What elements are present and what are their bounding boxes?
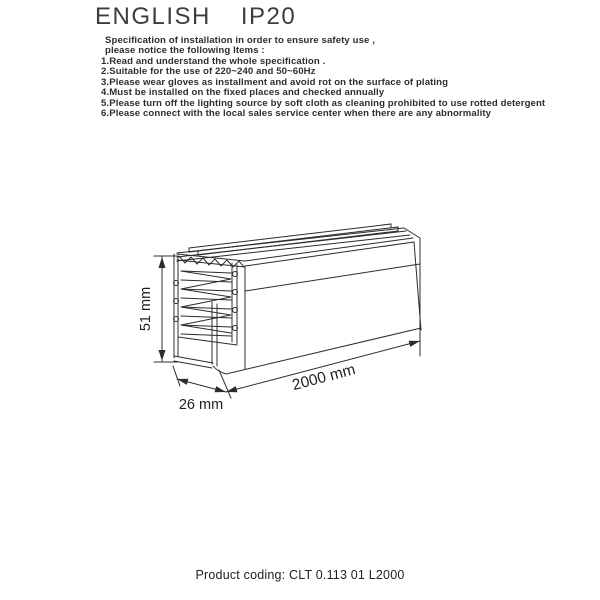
language-title: ENGLISH [95, 3, 211, 30]
dimension-height-label: 51 mm [138, 286, 154, 332]
spec-item: 5.Please turn off the lighting source by soft cloth as cleaning prohibited to use rotted detergent [101, 97, 546, 109]
rail-front-face [213, 238, 421, 374]
dimension-length-label: 2000 mm [290, 361, 358, 395]
spec-item: 2.Suitable for the use of 220~240 and 50~60Hz [101, 66, 316, 78]
product-coding: Product coding: CLT 0.113 01 L2000 [195, 568, 405, 582]
spec-item: 4.Must be installed on the fixed places and checked annually [101, 87, 385, 99]
dimension-depth [173, 366, 231, 398]
spec-intro-line: please notice the following Items : [105, 45, 265, 57]
spec-item: 1.Read and understand the whole specification . [101, 55, 326, 67]
rail-cross-section [174, 254, 246, 368]
dimension-depth-label: 26 mm [178, 397, 224, 413]
rail-right-end [404, 228, 421, 356]
spec-item: 6.Please connect with the local sales service center when there are any abnormality [101, 108, 492, 120]
spec-item: 3.Please wear gloves as installment and avoid rot on the surface of plating [101, 76, 449, 88]
ip-rating: IP20 [240, 3, 297, 30]
spec-intro-line: Specification of installation in order to ensure safety use , [105, 35, 375, 46]
